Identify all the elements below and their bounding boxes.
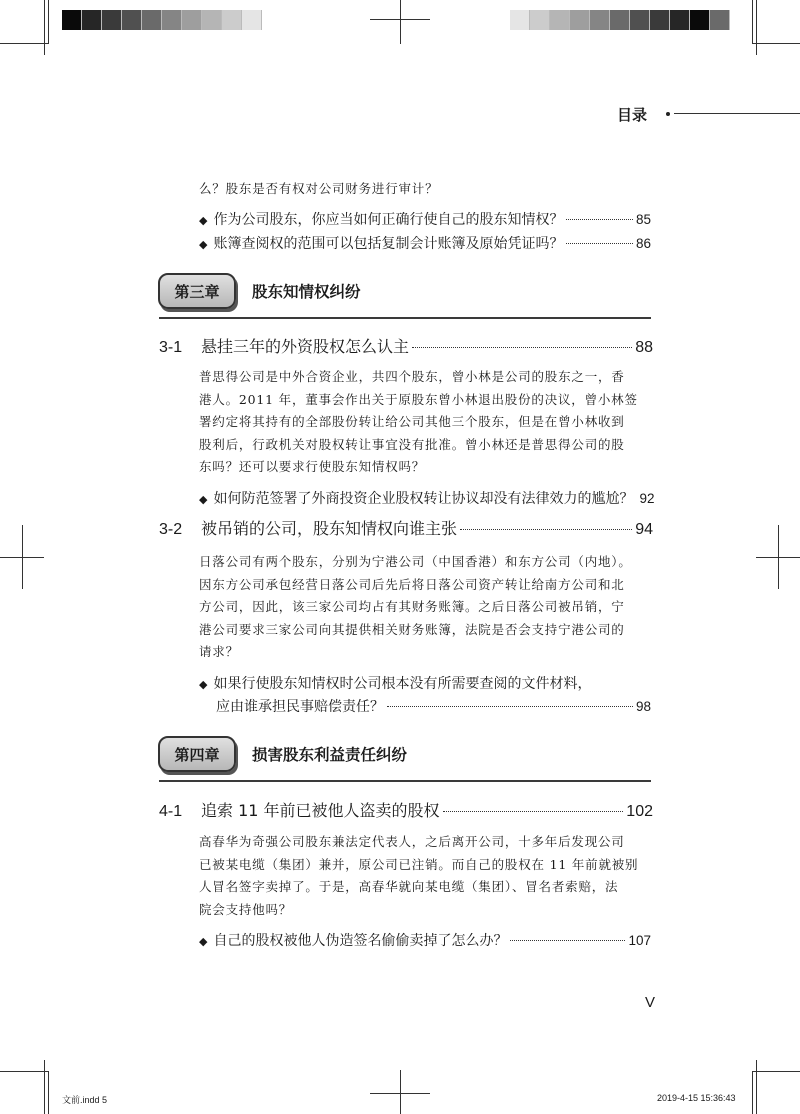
diamond-icon: ◆ — [199, 678, 208, 691]
page-number: 98 — [635, 699, 651, 714]
dot-leader — [566, 243, 633, 244]
slug-timestamp: 2019-4-15 15:36:43 — [657, 1093, 736, 1103]
color-bar-right-swatch — [510, 10, 530, 30]
toc-section-entry[interactable] — [159, 516, 653, 542]
running-header-title: 目录 — [617, 106, 648, 124]
color-bar-left-swatch — [222, 10, 242, 30]
toc-bullet-entry[interactable]: ◆ 自己的股权被他人伪造签名偷偷卖掉了怎么办？ 107 — [199, 933, 651, 949]
color-bar-left-swatch — [182, 10, 202, 30]
color-bar-left-swatch — [122, 10, 142, 30]
page-number: 86 — [635, 236, 651, 251]
dot-leader — [443, 811, 624, 812]
color-bar-right-swatch — [670, 10, 690, 30]
section-number: 4-1 — [159, 803, 183, 820]
page-number: 92 — [639, 491, 655, 506]
header-rule — [674, 113, 800, 114]
color-bar-left-swatch — [142, 10, 162, 30]
color-bar-left-swatch — [62, 10, 82, 30]
toc-section-entry[interactable] — [159, 798, 653, 824]
toc-bullet-entry[interactable]: ◆ 作为公司股东，你应当如何正确行使自己的股东知情权？ 85 — [199, 212, 651, 228]
diamond-icon: ◆ — [199, 238, 208, 251]
dot-leader — [510, 940, 625, 941]
color-bar-right-swatch — [550, 10, 570, 30]
toc-bullet-entry[interactable]: ◆ 如何防范签署了外商投资企业股权转让协议却没有法律效力的尴尬？ 92 — [199, 491, 655, 507]
page-number: 94 — [635, 521, 653, 538]
section-number: 3-2 — [159, 521, 183, 538]
page-number-roman: V — [645, 994, 656, 1011]
color-bar-right-swatch — [590, 10, 610, 30]
dot-leader — [460, 529, 632, 530]
dot-leader — [566, 219, 633, 220]
dot-leader — [387, 706, 633, 707]
section-summary: 高春华为奇强公司股东兼法定代表人，之后离开公司，十多年后发现公司 已被某电缆（集团）兼并，原公司已注销。而自己的股权在 11 年前就被别 人冒名签字卖掉了。于是，高春华就向某电缆（集团）、冒名者索赔，法 院会支持他吗？ — [199, 834, 639, 917]
color-bar-right-swatch — [530, 10, 550, 30]
section-title: 悬挂三年的外资股权怎么认主 — [201, 337, 410, 356]
toc-bullet-entry[interactable]: ◆ 如果行使股东知情权时公司根本没有所需要查阅的文件材料， — [199, 676, 592, 692]
page-number: 107 — [628, 933, 651, 948]
section-summary: 普思得公司是中外合资企业，共四个股东，曾小林是公司的股东之一，香 港人。2011 年，董事会作出关于原股东曾小林退出股份的决议，曾小林签 署约定将其持有的全部股份转让给公司其他三个股东，但是在曾小林收到 股利后，行政机关对股权转让事宜没有批准。曾小林还是普思得公司的股 东吗？还可以要求行使股东知情权吗？ — [199, 369, 638, 474]
slug-filename: 文前.indd 5 — [62, 1095, 108, 1105]
chapter-rule — [159, 317, 651, 319]
color-bar-right — [510, 10, 730, 30]
continuation-paragraph: 么？股东是否有权对公司财务进行审计？ — [199, 181, 439, 196]
toc-bullet-entry[interactable]: ◆ 账簿查阅权的范围可以包括复制会计账簿及原始凭证吗？ 86 — [199, 236, 651, 252]
chapter-title: 股东知情权纠纷 — [252, 283, 361, 301]
page-number: 85 — [635, 212, 651, 227]
chapter-label-badge: 第四章 — [158, 736, 236, 772]
section-summary: 日落公司有两个股东，分别为宁港公司（中国香港）和东方公司（内地）。 因东方公司承包经营日落公司后先后将日落公司资产转让给南方公司和北 方公司，因此，该三家公司均占有其财务账簿。之后日落公司被吊销，宁 港公司要求三家公司向其提供相关财务账簿，法院是否会支持宁港公司的 请求？ — [199, 554, 632, 659]
color-bar-right-swatch — [630, 10, 650, 30]
page-number: 102 — [626, 803, 653, 820]
page-number: 88 — [635, 339, 653, 356]
diamond-icon: ◆ — [199, 214, 208, 227]
color-bar-right-swatch — [610, 10, 630, 30]
chapter-rule — [159, 780, 651, 782]
color-bar-left-swatch — [162, 10, 182, 30]
section-number: 3-1 — [159, 339, 183, 356]
toc-bullet-entry-continuation[interactable]: 应由谁承担民事赔偿责任？ 98 — [216, 699, 651, 715]
diamond-icon: ◆ — [199, 935, 208, 948]
section-title: 追索 11 年前已被他人盗卖的股权 — [201, 801, 440, 820]
header-dot — [666, 112, 670, 116]
color-bar-right-swatch — [710, 10, 730, 30]
chapter-title: 损害股东利益责任纠纷 — [252, 746, 408, 764]
color-bar-left-swatch — [242, 10, 262, 30]
color-bar-right-swatch — [570, 10, 590, 30]
chapter-label-badge: 第三章 — [158, 273, 236, 309]
color-bar-left-swatch — [202, 10, 222, 30]
diamond-icon: ◆ — [199, 493, 208, 506]
color-bar-right-swatch — [690, 10, 710, 30]
section-title: 被吊销的公司，股东知情权向谁主张 — [201, 519, 458, 538]
color-bar-left-swatch — [82, 10, 102, 30]
color-bar-left — [62, 10, 262, 30]
color-bar-right-swatch — [650, 10, 670, 30]
toc-section-entry[interactable] — [159, 334, 653, 360]
color-bar-left-swatch — [102, 10, 122, 30]
dot-leader — [412, 347, 632, 348]
